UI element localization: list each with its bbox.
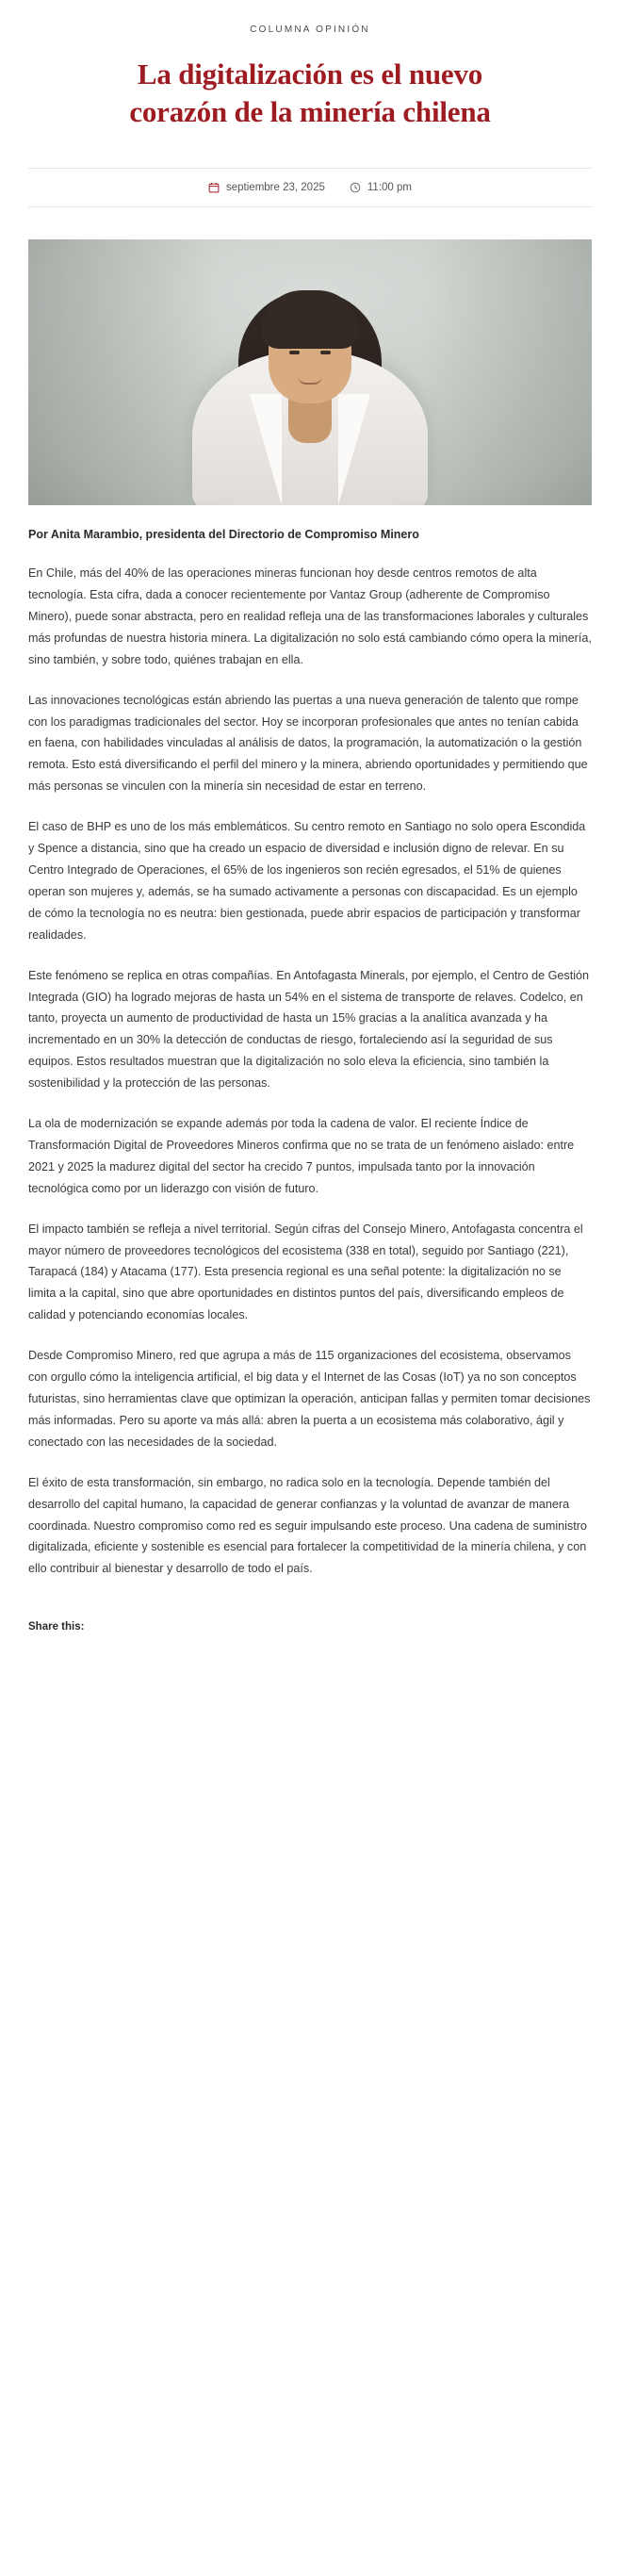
share-label: Share this: <box>28 1621 85 1633</box>
article-kicker: COLUMNA OPINIÓN <box>250 25 370 35</box>
article-byline: Por Anita Marambio, presidenta del Directorio de Compromiso Minero <box>28 528 419 542</box>
article-paragraph: Este fenómeno se replica en otras compañías. En Antofagasta Minerals, por ejemplo, el Centro de Gestión Integrada (GIO) ha logrado mejoras de hasta un 54% en el sistema de transporte de relaves. Codelco, en tanto, proyecta un aumento de productividad de hasta un 15% gracias a la analítica avanzada y ha incrementado en un 30% la detección de conductas de riesgo, fortaleciendo así la seguridad de sus equipos. Estos resultados muestran que la digitalización no solo eleva la eficiencia, sino también la sostenibilidad y la protección de las personas. <box>28 968 590 1091</box>
meta-time <box>350 182 412 193</box>
hero-vignette <box>28 239 592 505</box>
meta-time-text: 11:00 pm <box>367 182 412 194</box>
article-meta <box>28 168 592 207</box>
article-paragraph: El impacto también se refleja a nivel territorial. Según cifras del Consejo Minero, Antofagasta concentra el mayor número de proveedores tecnológicos del ecosistema (338 en total), seguido por Santiago (221), Tarapacá (184) y Atacama (177). Esta presencia regional es una señal potente: la digitalización no se limita a la capital, sino que abre oportunidades en distintos puntos del país, diversificando empleos de calidad y potenciando economías locales. <box>28 1222 583 1322</box>
article-page <box>0 25 620 2576</box>
article-paragraph: Desde Compromiso Minero, red que agrupa a más de 115 organizaciones del ecosistema, observamos con orgullo cómo la inteligencia artificial, el big data y el Internet de las Cosas (IoT) ya no son conceptos futuristas, sino herramientas clave que optimizan la operación, anticipan fallas y permiten tomar decisiones más informadas. Pero su aporte va más allá: abren la puerta a un ecosistema más colaborativo, ágil y conectado con las necesidades de la sociedad. <box>28 1349 591 1449</box>
article-paragraph: El éxito de esta transformación, sin embargo, no radica solo en la tecnología. Depende también del desarrollo del capital humano, la capacidad de generar confianzas y la voluntad de avanzar de manera coordinada. Nuestro compromiso como red es seguir impulsando este proceso. Una cadena de suministro digitalizada, eficiente y sostenible es esencial para fortalecer la competitividad de la minería chilena, y con ello contribuir al bienestar y desarrollo de todo el país. <box>28 1475 587 1576</box>
calendar-icon <box>208 182 220 193</box>
article-paragraph: La ola de modernización se expande además por toda la cadena de valor. El reciente Índice de Transformación Digital de Proveedores Mineros confirma que no se trata de un fenómeno aislado: entre 2021 y 2025 la madurez digital del sector ha crecido 7 puntos, impulsada tanto por la innovación tecnológica como por un liderazgo con visión de futuro. <box>28 1117 575 1195</box>
page-title: La digitalización es el nuevo corazón de la minería chilena <box>129 57 491 128</box>
article-hero-image <box>28 239 592 505</box>
clock-icon <box>350 182 361 193</box>
meta-date-text: septiembre 23, 2025 <box>226 182 325 194</box>
article-paragraph: El caso de BHP es uno de los más emblemáticos. Su centro remoto en Santiago no solo opera Escondida y Spence a distancia, sino que ha creado un espacio de diversidad e inclusión digno de relevar. En su Centro Integrado de Operaciones, el 65% de los ingenieros son recién egresados, el 51% de quienes operan son mujeres y, además, se ha sumado activamente a personas con discapacidad. Es un ejemplo de cómo la tecnología no es neutra: bien gestionada, puede abrir espacios de participación y transformar realidades. <box>28 820 586 942</box>
meta-date <box>208 182 325 193</box>
article-body <box>28 563 592 1580</box>
article-paragraph: En Chile, más del 40% de las operaciones mineras funcionan hoy desde centros remotos de alta tecnología. Esta cifra, dada a conocer recientemente por Vantaz Group (adherente de Compromiso Minero), puede sonar abstracta, pero en realidad refleja una de las transformaciones laborales y culturales más profundas de nuestra historia minera. La digitalización no solo está cambiando cómo opera la minería, sino también, y sobre todo, quiénes trabajan en ella. <box>28 566 592 666</box>
article-paragraph: Las innovaciones tecnológicas están abriendo las puertas a una nueva generación de talento que rompe con los paradigmas tradicionales del sector. Hoy se incorporan profesionales que antes no tenían cabida en faena, con habilidades vinculadas al análisis de datos, la programación, la automatización o la gestión remota. Esto está diversificando el perfil del minero y la minera, abriendo oportunidades y permitiendo que más personas se vinculen con la minería sin necesidad de estar en terreno. <box>28 693 588 794</box>
